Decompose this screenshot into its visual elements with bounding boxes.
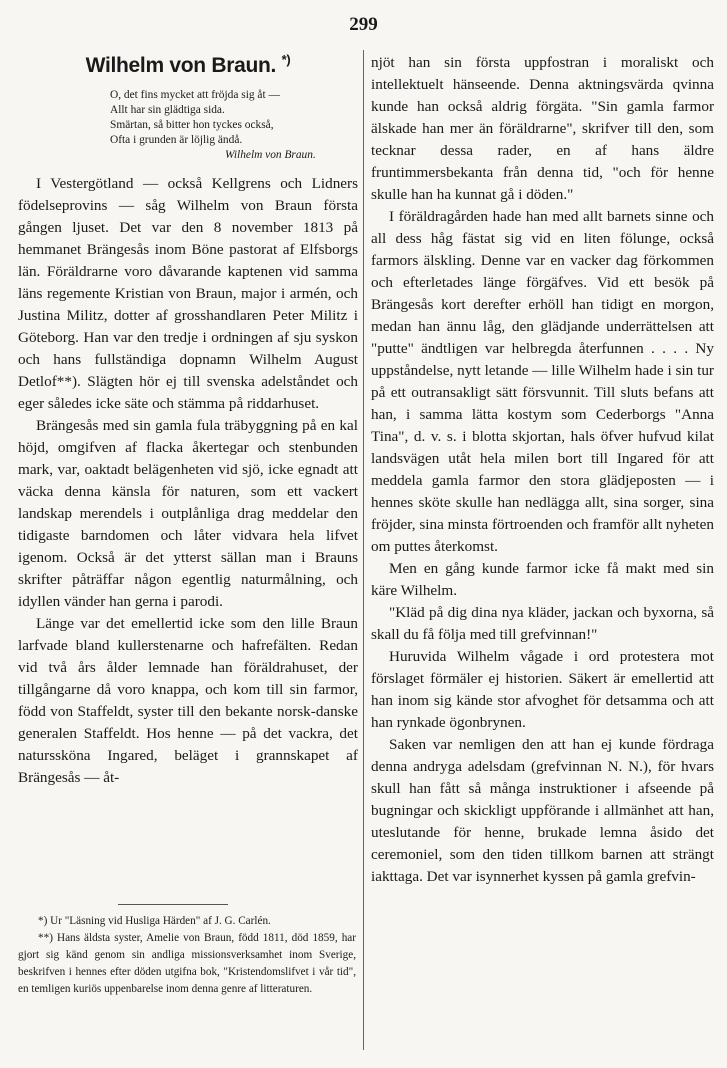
- footnote: *) Ur "Läsning vid Husliga Härden" af J. G. Carlén.: [38, 915, 271, 927]
- body-paragraph: njöt han sin första uppfostran i moraliskt och intellektuelt hänseende. Denna aktningsvärda qvinna kunde han också aldrig förgäta. "Sin gamla farmor älskade han mer än föräldrarne", skrifver till den, som tecknar dessa rader, en af hans äldre fruntimmersbekanta från denna tid, "och för henne skulle han ha kunnat gå i döden.": [371, 54, 714, 203]
- right-column: [371, 52, 714, 888]
- body-paragraph: I Vestergötland — också Kellgrens och Lidners födelseprovins — såg Wilhelm von Braun första gången ljuset. Det var den 8 november 1813 på hemmanet Brängesås inom Böne pastorat af Elfsborgs län. Föräldrarne voro dåvarande kaptenen vid samma läns regemente Kristian von Braun, major i armén, och Justina Militz, dotter af grosshandlaren Peter Militz i Göteborg. Han var den tredje i ordningen af sju syskon och hans fullständiga dopnamn Wilhelm August Detlof**). Slägten hör ej till svenska adelståndet och eger således icke säte och stämma på riddarhuset.: [18, 175, 358, 412]
- poem-signature: Wilhelm von Braun.: [225, 149, 316, 161]
- body-paragraph: Huruvida Wilhelm vågade i ord protestera mot förslaget förmäler ej historien. Säkert är emellertid att han inom sig kände stor afvoghet för detsamma och att han rynkade ögonbrynen.: [371, 648, 714, 731]
- poem-line: Smärtan, så bitter hon tyckes också,: [110, 119, 274, 131]
- left-column: [18, 52, 358, 789]
- footnotes: [18, 904, 356, 998]
- column-divider: [363, 50, 364, 1050]
- body-paragraph: "Kläd på dig dina nya kläder, jackan och byxorna, så skall du få följa med till grefvinnan!": [371, 604, 714, 643]
- footnote-rule: [118, 904, 228, 905]
- body-paragraph: Länge var det emellertid icke som den lille Braun larfvade bland kullerstenarne och hafrefälten. Redan vid två års ålder lemnade han föräldrahuset, der tillgångarne då voro knappa, och kom till sin farmor, född von Staffeldt, syster till den bekante norsk-danske generalen Staffeldt. Hos henne — på det vackra, det naturssköna Ingared, beläget i grannskapet af Brängesås — åt-: [18, 615, 358, 786]
- poem-line: O, det fins mycket att fröjda sig åt —: [110, 89, 280, 101]
- body-paragraph: Saken var nemligen den att han ej kunde fördraga denna andryga adelsdam (grefvinnan N. N.), för hvars skull han fått så många instruktioner i afseende på bugningar och skickligt uppförande i allmänhet att han, uteslutande för henne, brukade lemna åsido det ceremoniel, som den tiden tillkom barnen att strängt iakttaga. Det var isynnerhet kyssen på gamla grefvin-: [371, 736, 714, 885]
- body-paragraph: I föräldragården hade han med allt barnets sinne och all dess håg fästat sig vid en liten fölunge, också farmors älskling. Denne var en vacker dag förkommen och efterletades länge förgäfves. Vid ett besök på Brängesås kort derefter erhöll han tidigt en morgon, medan han ännu låg, den glädjande underrättelsen att "putte" ändtligen var helbregda återfunnen . . . . Ny uppståndelse, nytt letande — lille Wilhelm hade i sin tur på ett outransakligt sätt försvunnit. Till sluts befans att han, i samma lätta kostym som Cederborgs "Anna Tina", d. v. s. i blotta skjortan, hals öfver hufvud kilat landsvägen utåt hela milen bort till Ingared för att meddela gamla farmor den stora glädjeposten — i hennes sköte skulle han nedlägga allt, sina sorger, sina fröjder, sina minsta förtroenden och framför allt nyheten om puttes återkomst.: [371, 208, 714, 555]
- page-number: 299: [349, 14, 378, 35]
- footnote: **) Hans äldsta syster, Amelie von Braun, född 1811, död 1859, har gjort sig känd genom sin andliga missionsverksamhet inom Sverige, beskrifven i hennes efter döden utgifna bok, "Kristendomslifvet i vår tid", en temligen kuriös uppenbarelse inom denna genre af litteraturen.: [18, 932, 356, 995]
- body-paragraph: Brängesås med sin gamla fula träbyggning på en kal höjd, omgifven af flacka åkertegar och stenbunden mark, var, oaktadt belägenheten vid sjö, icke egnadt att väcka denna känsla för naturen, som ett vackert landskap merendels i outplånliga drag meddelar den tidigaste barndomen och låter vidvara hela lifvet igenom. Också är det ytterst sällan man i Brauns skrifter påträffar någon egentlig naturmålning, och idyllen vänder han gerna i parodi.: [18, 417, 358, 610]
- epigraph-poem: [18, 88, 358, 163]
- body-paragraph: Men en gång kunde farmor icke få makt med sin käre Wilhelm.: [371, 560, 714, 599]
- title-text: Wilhelm von Braun.: [85, 54, 277, 77]
- title-footnote-mark: *): [281, 52, 291, 67]
- poem-line: Allt har sin glädtiga sida.: [110, 104, 225, 116]
- article-title: [18, 52, 358, 78]
- poem-line: Ofta i grunden är löjlig ändå.: [110, 134, 243, 146]
